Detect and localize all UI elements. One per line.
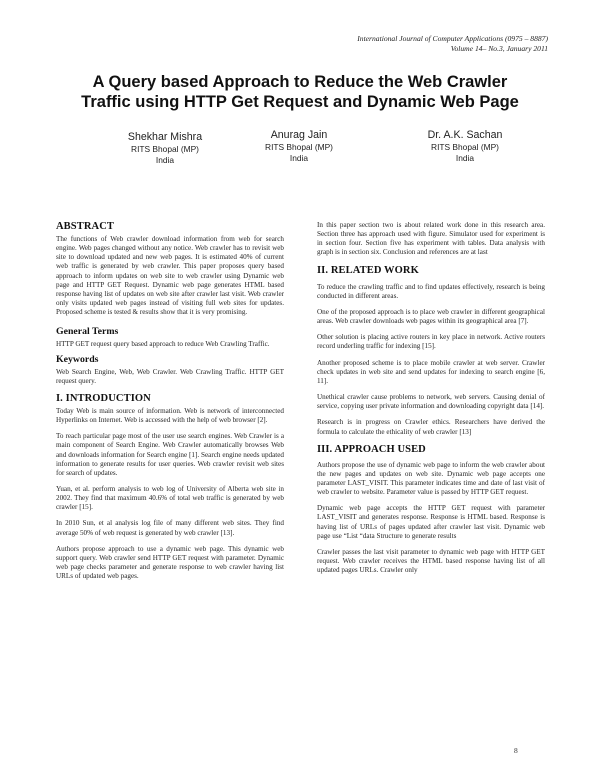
intro-paragraph: In 2010 Sun, et al analysis log file of many different web sites. They find average 50% of web request is generated by web crawler [13]. xyxy=(56,519,284,537)
intro-paragraph: Yuan, et al. perform analysis to web log of University of Alberta web site in 2002. They find that maximum 40.6% of total web traffic is generated by web crawler [15]. xyxy=(56,484,284,512)
related-work-heading: II. RELATED WORK xyxy=(317,264,419,276)
author-3 xyxy=(390,128,540,163)
author-1 xyxy=(90,130,240,165)
author-affiliation: RITS Bhopal (MP) xyxy=(265,142,333,152)
keywords-text: Web Search Engine, Web, Web Crawler. Web Crawling Traffic. HTTP GET request query. xyxy=(56,367,284,385)
abstract-text: The functions of Web crawler download information from web for search engine. Web pages changed without any notice. Web crawler has to revisit web site to download updated and new web pages. It is estimated 40% of current web traffic is generated by web crawler. This paper proposes query based approach to inform updates on web site to web crawler using Dynamic web page and HTTP GET Request. Dynamic web page generates HTML based response having list of updates on web site after crawler last visit. Web crawler only visits updated web pages instead of visiting full web sites for updates. Proposed scheme is tested & results show that it is very promising. xyxy=(56,235,284,317)
related-paragraph: Research is in progress on Crawler ethics. Researchers have derived the formula to calculate the ethicality of web crawler [13] xyxy=(317,418,545,436)
right-column xyxy=(317,221,545,582)
approach-heading: III. APPROACH USED xyxy=(317,443,426,455)
author-name: Dr. A.K. Sachan xyxy=(427,129,503,141)
intro-paragraph: Authors propose approach to use a dynamic web page. This dynamic web support query. Web crawler send HTTP GET request with parameter. Dynamic web page checks parameter and generate response to web crawler having list URLs of updated web pages. xyxy=(56,544,284,581)
author-2 xyxy=(224,128,374,163)
related-paragraph: Other solution is placing active routers in key place in network. Active routers record underling traffic for indexing [15]. xyxy=(317,333,545,351)
title-line-1: A Query based Approach to Reduce the Web Crawler xyxy=(92,73,508,91)
intro-paragraph: Today Web is main source of information. Web is network of interconnected Hyperlinks on Internet. Web is accessed with the help of web browser [2]. xyxy=(56,406,284,425)
introduction-heading: I. INTRODUCTION xyxy=(56,392,151,404)
author-country: India xyxy=(455,152,475,163)
related-paragraph: Another proposed scheme is to place mobile crawler at web server. Crawler check updates in web site and send updates for indexing to search engine [6, 11]. xyxy=(317,358,545,385)
section-overview: In this paper section two is about related work done in this research area. Section three has approach used with figure. Simulator used for experiment is in section four. Section five has experiment with tables. Data analysis with graph is in section six. Conclusion and references are at last xyxy=(317,221,545,257)
journal-name: International Journal of Computer Applications (0975 – 8887) xyxy=(357,34,548,43)
author-name: Anurag Jain xyxy=(270,129,328,141)
general-terms-text: HTTP GET request query based approach to reduce Web Crawling Traffic. xyxy=(56,339,270,348)
author-affiliation: RITS Bhopal (MP) xyxy=(431,142,499,152)
approach-paragraph: Authors propose the use of dynamic web page to inform the web crawler about the new pages and updates on web site. Dynamic web page accepts one parameter LAST_VISIT. This parameter indicates time and date of last visit of web crawler to website. Parameter value is passed by HTTP GET request. xyxy=(317,460,545,497)
author-affiliation: RITS Bhopal (MP) xyxy=(131,144,199,154)
related-paragraph: One of the proposed approach is to place web crawler in different geographical areas. Web crawler downloads web pages within its geographical area [7]. xyxy=(317,307,545,326)
author-country: India xyxy=(155,154,175,165)
author-country: India xyxy=(289,152,309,163)
paper-title xyxy=(0,72,600,112)
abstract-heading: ABSTRACT xyxy=(56,221,114,232)
author-name: Shekhar Mishra xyxy=(127,131,203,143)
left-column xyxy=(56,221,284,588)
keywords-heading: Keywords xyxy=(56,354,99,366)
page-number: 8 xyxy=(514,746,518,755)
general-terms-heading: General Terms xyxy=(56,326,119,338)
journal-volume: Volume 14– No.3, January 2011 xyxy=(450,43,548,53)
approach-paragraph: Dynamic web page accepts the HTTP GET request with parameter LAST_VISIT and generates response. Response is HTML based. Response is having list of URLs of pages updated after crawler last visit. Dynamic web page use “List “data Structure to generate results xyxy=(317,504,545,540)
approach-paragraph: Crawler passes the last visit parameter to dynamic web page with HTTP GET request. Web crawler receives the HTML based response having list of all updated pages URLs. Crawler only xyxy=(317,547,545,575)
intro-paragraph: To reach particular page most of the user use search engines. Web Crawler is a main component of Search Engine. Web Crawler automatically browses Web and downloads information for Search engine [1]. Search engine needs updated information to generate results for user queries. Web crawler revisit web sites for search of updates. xyxy=(56,432,284,477)
journal-header xyxy=(357,34,548,53)
related-paragraph: Unethical crawler cause problems to network, web servers. Causing denial of service, copying user private information and downloading copyright data [14]. xyxy=(317,393,545,411)
title-line-2: Traffic using HTTP Get Request and Dynamic Web Page xyxy=(81,93,519,111)
related-paragraph: To reduce the crawling traffic and to find updates effectively, research is being conducted in different areas. xyxy=(317,282,545,300)
